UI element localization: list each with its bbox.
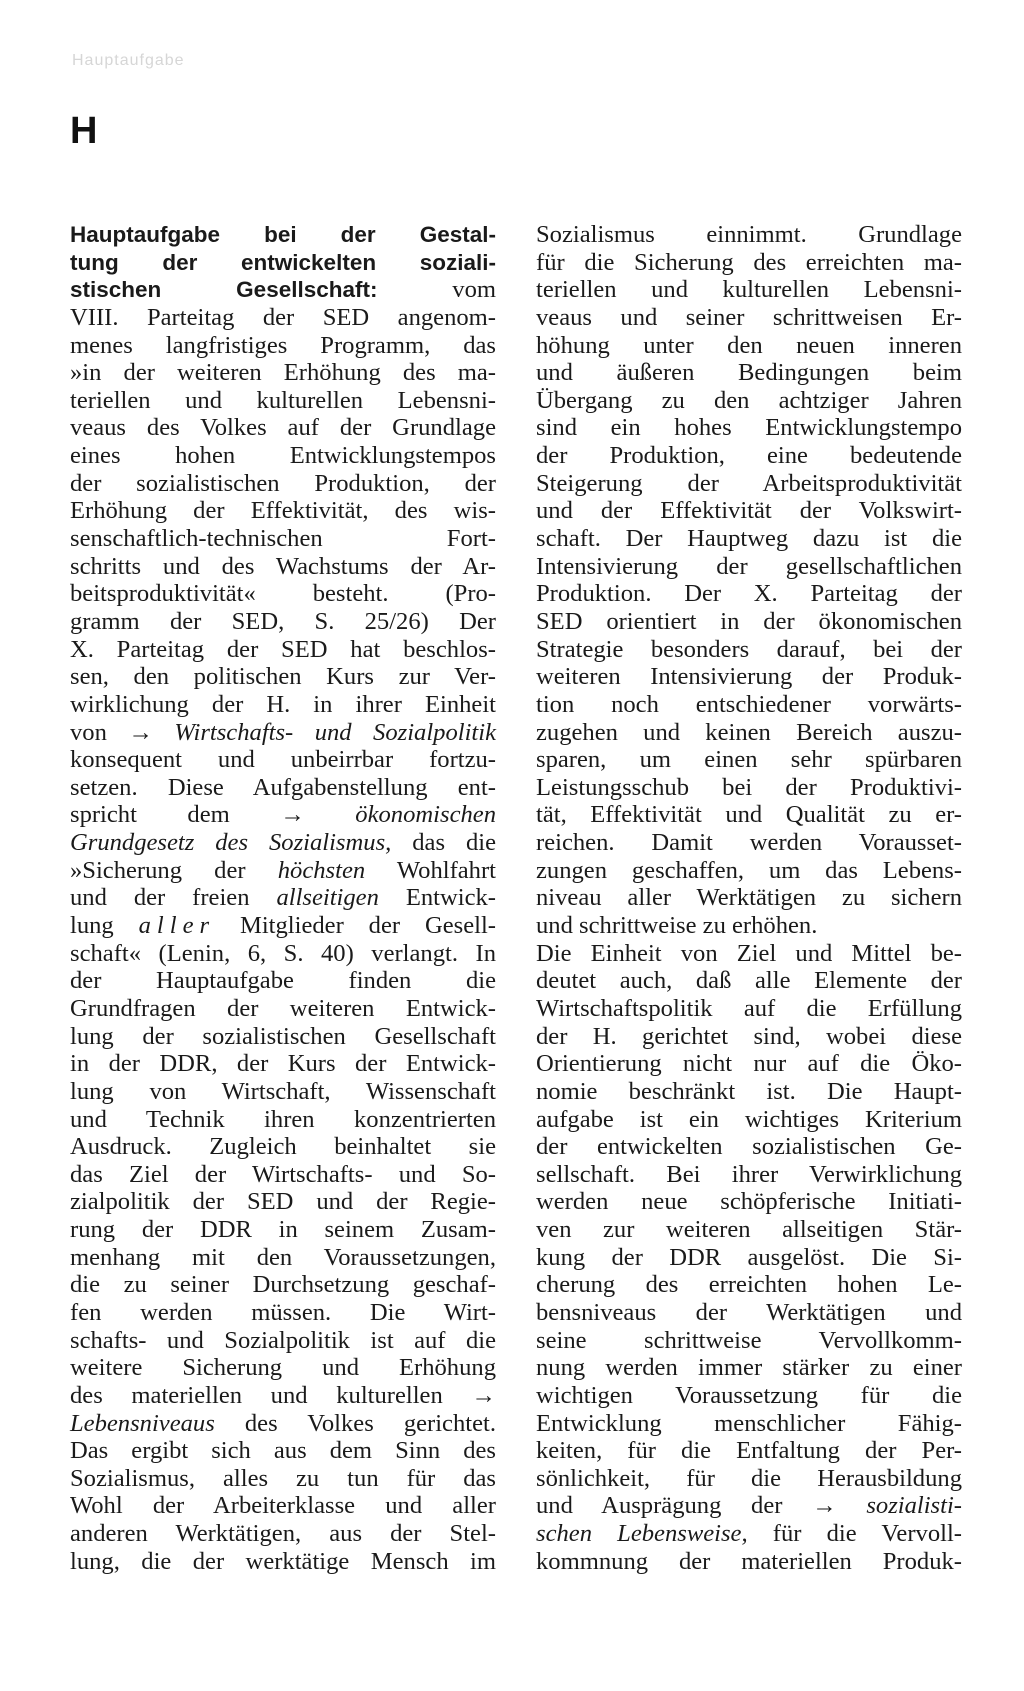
text-run: und Technik ihren konzentrierten	[70, 1105, 496, 1133]
text-line	[70, 1437, 496, 1465]
text-run: lung	[70, 912, 139, 940]
text-run: nomie beschränkt ist. Die Haupt-	[536, 1077, 962, 1105]
text-run: Sozialismus einnimmt. Grundlage	[536, 221, 962, 248]
text-line	[70, 1244, 496, 1272]
text-run: wirklichung der H. in ihrer Einheit	[70, 690, 496, 718]
text-line	[536, 636, 962, 664]
text-line	[70, 276, 496, 304]
text-run: seine schrittweise Vervollkomm-	[536, 1326, 962, 1354]
text-run: schritts und des Wachstums der Ar-	[70, 552, 496, 580]
text-run: veaus und seiner schrittweisen Er-	[536, 303, 962, 331]
text-line	[536, 1133, 962, 1161]
text-line	[70, 387, 496, 415]
text-line	[70, 1050, 496, 1078]
text-line	[536, 470, 962, 498]
text-line	[536, 276, 962, 304]
text-run: höchsten	[277, 856, 366, 884]
text-run: VIII. Parteitag der SED angenom-	[70, 303, 496, 331]
text-line	[70, 1354, 496, 1382]
text-line	[536, 995, 962, 1023]
text-run: menhang mit den Voraussetzungen,	[70, 1243, 496, 1271]
text-run: sönlichkeit, für die Herausbildung	[536, 1464, 962, 1492]
text-line	[536, 304, 962, 332]
text-line	[70, 497, 496, 525]
text-line	[70, 719, 496, 747]
text-run: Lebensniveaus	[70, 1409, 215, 1437]
text-run: weiteren Intensivierung der Produk-	[536, 663, 962, 691]
text-run: für die Sicherung des erreichten ma-	[536, 248, 962, 276]
text-run: keiten, für die Entfaltung der Per-	[536, 1437, 962, 1465]
text-line	[536, 332, 962, 360]
text-run: Produktion. Der X. Parteitag der	[536, 580, 962, 608]
text-line	[70, 663, 496, 691]
text-run: Die Einheit von Ziel und Mittel be-	[536, 939, 962, 967]
text-line	[70, 636, 496, 664]
text-line	[536, 1244, 962, 1272]
text-run: und äußeren Bedingungen beim	[536, 359, 962, 387]
text-line	[70, 414, 496, 442]
text-line	[70, 1023, 496, 1051]
text-line	[70, 829, 496, 857]
text-run: und der freien	[70, 884, 277, 912]
text-run: ökonomischen	[355, 801, 496, 829]
text-line	[70, 608, 496, 636]
text-line	[70, 912, 496, 940]
text-line	[536, 1492, 962, 1520]
text-line	[536, 1410, 962, 1438]
text-run: in der DDR, der Kurs der Entwick-	[70, 1050, 496, 1078]
text-run: und Ausprägung der →	[536, 1492, 867, 1520]
text-line	[536, 1382, 962, 1410]
text-run: deutet auch, daß alle Elemente der	[536, 967, 962, 995]
text-line	[536, 746, 962, 774]
text-line	[70, 1492, 496, 1520]
text-run: Wirtschafts- und Sozialpolitik	[174, 718, 496, 746]
text-run: Wirtschaftspolitik auf die Erfüllung	[536, 994, 962, 1022]
text-line	[70, 359, 496, 387]
text-line	[70, 1410, 496, 1438]
text-run: Erhöhung der Effektivität, des wis-	[70, 497, 496, 525]
text-line	[70, 580, 496, 608]
text-line	[70, 553, 496, 581]
text-run: »Sicherung der	[70, 856, 278, 884]
text-run: der sozialistischen Produktion, der	[70, 469, 496, 497]
text-run: Grundfragen der weiteren Entwick-	[70, 994, 496, 1022]
text-run: teriellen und kulturellen Lebensni-	[70, 386, 496, 414]
text-run: beitsproduktivität« besteht. (Pro-	[70, 580, 496, 608]
text-run: anderen Werktätigen, aus der Stel-	[70, 1520, 496, 1548]
text-line	[536, 553, 962, 581]
text-line	[70, 1161, 496, 1189]
text-run: Das ergibt sich aus dem Sinn des	[70, 1437, 496, 1465]
text-line	[536, 884, 962, 912]
text-run: Wohl der Arbeiterklasse und aller	[70, 1492, 496, 1520]
text-run: schaft« (Lenin, 6, S. 40) verlangt. In	[70, 939, 496, 967]
running-header: Hauptaufgabe	[72, 52, 185, 69]
text-line	[536, 1520, 962, 1548]
text-line	[536, 1106, 962, 1134]
text-line	[70, 1078, 496, 1106]
text-line	[536, 442, 962, 470]
text-run: der H. gerichtet sind, wobei diese	[536, 1022, 962, 1050]
text-line	[536, 1023, 962, 1051]
text-run: Intensivierung der gesellschaftlichen	[536, 552, 962, 580]
text-line	[70, 1299, 496, 1327]
text-line	[70, 1216, 496, 1244]
text-run: Mitglieder der Gesell-	[215, 912, 496, 940]
text-line	[70, 1271, 496, 1299]
text-line	[536, 249, 962, 277]
text-run: eines hohen Entwicklungstempos	[70, 442, 496, 470]
text-run: SED orientiert in der ökonomischen	[536, 607, 962, 635]
text-run: von →	[70, 718, 175, 746]
text-line	[70, 746, 496, 774]
text-run: Steigerung der Arbeitsproduktivität	[536, 469, 962, 497]
text-line	[536, 857, 962, 885]
text-line	[70, 995, 496, 1023]
text-run: fen werden müssen. Die Wirt-	[70, 1298, 496, 1326]
text-run: cherung des erreichten hohen Le-	[536, 1271, 962, 1299]
text-run: des Volkes gerichtet.	[214, 1409, 496, 1437]
text-line	[70, 1465, 496, 1493]
text-run: sen, den politischen Kurs zur Ver-	[70, 663, 496, 691]
text-run: rung der DDR in seinem Zusam-	[70, 1216, 496, 1244]
text-run: tung der entwickelten soziali-	[70, 249, 496, 275]
text-run: zugehen und keinen Bereich auszu-	[536, 718, 962, 746]
text-run: Grundgesetz des Sozialismus,	[70, 829, 392, 857]
text-line	[536, 608, 962, 636]
text-run: veaus des Volkes auf der Grundlage	[70, 414, 496, 442]
text-run: lung, die der werktätige Mensch im	[70, 1547, 496, 1575]
text-line	[536, 801, 962, 829]
text-run: das Ziel der Wirtschafts- und So-	[70, 1160, 496, 1188]
text-line	[536, 1271, 962, 1299]
text-run: weitere Sicherung und Erhöhung	[70, 1354, 496, 1382]
text-line	[70, 1327, 496, 1355]
text-line	[70, 801, 496, 829]
text-run: setzen. Diese Aufgabenstellung ent-	[70, 773, 496, 801]
text-line	[70, 442, 496, 470]
text-run: des materiellen und kulturellen →	[70, 1381, 496, 1409]
text-line	[70, 884, 496, 912]
text-line	[536, 497, 962, 525]
text-run: X. Parteitag der SED hat beschlos-	[70, 635, 496, 663]
text-line	[70, 332, 496, 360]
text-run: nung werden immer stärker zu einer	[536, 1354, 962, 1382]
text-run: sozialisti-	[866, 1492, 962, 1520]
text-run: sind ein hohes Entwicklungstempo	[536, 414, 962, 442]
text-line	[536, 1050, 962, 1078]
text-line	[536, 221, 962, 249]
text-line	[536, 1354, 962, 1382]
text-line	[536, 940, 962, 968]
text-line	[70, 1106, 496, 1134]
text-line	[536, 1299, 962, 1327]
text-line	[536, 1188, 962, 1216]
text-run: reichen. Damit werden Vorausset-	[536, 829, 962, 857]
text-run: schen Lebensweise,	[536, 1520, 748, 1548]
text-line	[536, 525, 962, 553]
text-run: schafts- und Sozialpolitik ist auf die	[70, 1326, 496, 1354]
text-line	[536, 414, 962, 442]
text-run: schaft. Der Hauptweg dazu ist die	[536, 525, 962, 553]
text-run: aller	[138, 912, 216, 940]
text-run: allseitigen	[276, 884, 379, 912]
text-line	[70, 967, 496, 995]
text-run: die zu seiner Durchsetzung geschaf-	[70, 1271, 496, 1299]
text-line	[536, 1548, 962, 1576]
text-run: und schrittweise zu erhöhen.	[536, 912, 818, 940]
text-run: werden neue schöpferische Initiati-	[536, 1188, 962, 1216]
text-run: lung von Wirtschaft, Wissenschaft	[70, 1077, 496, 1105]
text-line	[536, 967, 962, 995]
text-run: stischen Gesellschaft:	[70, 277, 378, 303]
left-column	[70, 221, 496, 1575]
text-line	[536, 1465, 962, 1493]
text-run: sparen, um einen sehr spürbaren	[536, 746, 962, 774]
text-line	[536, 691, 962, 719]
text-run: sellschaft. Bei ihrer Verwirklichung	[536, 1160, 962, 1188]
text-run: »in der weiteren Erhöhung des ma-	[70, 359, 496, 387]
text-line	[536, 912, 962, 940]
text-run: lung der sozialistischen Gesellschaft	[70, 1022, 496, 1050]
text-run: Sozialismus, alles zu tun für das	[70, 1464, 496, 1492]
text-line	[70, 470, 496, 498]
text-line	[70, 691, 496, 719]
text-line	[536, 580, 962, 608]
text-run: spricht dem →	[70, 801, 356, 829]
text-line	[536, 774, 962, 802]
text-run: höhung unter den neuen inneren	[536, 331, 962, 359]
text-run: konsequent und unbeirrbar fortzu-	[70, 746, 496, 774]
text-run: der entwickelten sozialistischen Ge-	[536, 1133, 962, 1161]
text-line	[70, 1133, 496, 1161]
text-line	[536, 663, 962, 691]
text-run: Hauptaufgabe bei der Gestal-	[70, 222, 496, 247]
text-run: Entwicklung menschlicher Fähig-	[536, 1409, 962, 1437]
text-run: Entwick-	[378, 884, 496, 912]
text-run: teriellen und kulturellen Lebensni-	[536, 276, 962, 304]
text-line	[70, 1188, 496, 1216]
text-run: tät, Effektivität und Qualität zu er-	[536, 801, 962, 829]
text-run: und der Effektivität der Volkswirt-	[536, 497, 962, 525]
text-line	[70, 1520, 496, 1548]
text-run: der Hauptaufgabe finden die	[70, 967, 496, 995]
text-run: tion noch entschiedener vorwärts-	[536, 690, 962, 718]
text-run: Wohlfahrt	[365, 856, 496, 884]
text-run: bensniveaus der Werktätigen und	[536, 1298, 962, 1326]
text-run: der Produktion, eine bedeutende	[536, 442, 962, 470]
text-run: niveau aller Werktätigen zu sichern	[536, 884, 962, 912]
text-run: Leistungsschub bei der Produktivi-	[536, 773, 962, 801]
text-line	[536, 1216, 962, 1244]
text-run: aufgabe ist ein wichtiges Kriterium	[536, 1105, 962, 1133]
text-run: senschaftlich-technischen Fort-	[70, 525, 496, 553]
text-line	[536, 829, 962, 857]
text-run: gramm der SED, S. 25/26) Der	[70, 607, 496, 635]
text-run: Ausdruck. Zugleich beinhaltet sie	[70, 1133, 496, 1161]
text-run: zialpolitik der SED und der Regie-	[70, 1188, 496, 1216]
text-line	[536, 1437, 962, 1465]
text-line	[536, 387, 962, 415]
section-letter: H	[70, 110, 98, 152]
text-run: für die Vervoll-	[747, 1520, 962, 1548]
text-run: Orientierung nicht nur auf die Öko-	[536, 1050, 962, 1078]
text-run: menes langfristiges Programm, das	[70, 331, 496, 359]
text-line	[536, 1161, 962, 1189]
text-line	[70, 940, 496, 968]
text-run: wichtigen Voraussetzung für die	[536, 1381, 962, 1409]
text-line	[70, 249, 496, 277]
text-run: kung der DDR ausgelöst. Die Si-	[536, 1243, 962, 1271]
text-line	[70, 304, 496, 332]
text-line	[70, 857, 496, 885]
text-run: zungen geschaffen, um das Lebens-	[536, 856, 962, 884]
text-line	[536, 359, 962, 387]
text-run: kommnung der materiellen Produk-	[536, 1547, 962, 1575]
text-line	[536, 719, 962, 747]
text-line	[70, 221, 496, 249]
text-line	[70, 525, 496, 553]
text-line	[536, 1078, 962, 1106]
text-run: ven zur weiteren allseitigen Stär-	[536, 1216, 962, 1244]
text-run: Übergang zu den achtziger Jahren	[536, 386, 962, 414]
text-line	[70, 774, 496, 802]
text-line	[536, 1327, 962, 1355]
text-run: vom	[377, 276, 496, 304]
text-line	[70, 1548, 496, 1576]
text-run: Strategie besonders darauf, bei der	[536, 635, 962, 663]
text-line	[70, 1382, 496, 1410]
right-column	[536, 221, 962, 1575]
text-run: das die	[391, 829, 496, 857]
